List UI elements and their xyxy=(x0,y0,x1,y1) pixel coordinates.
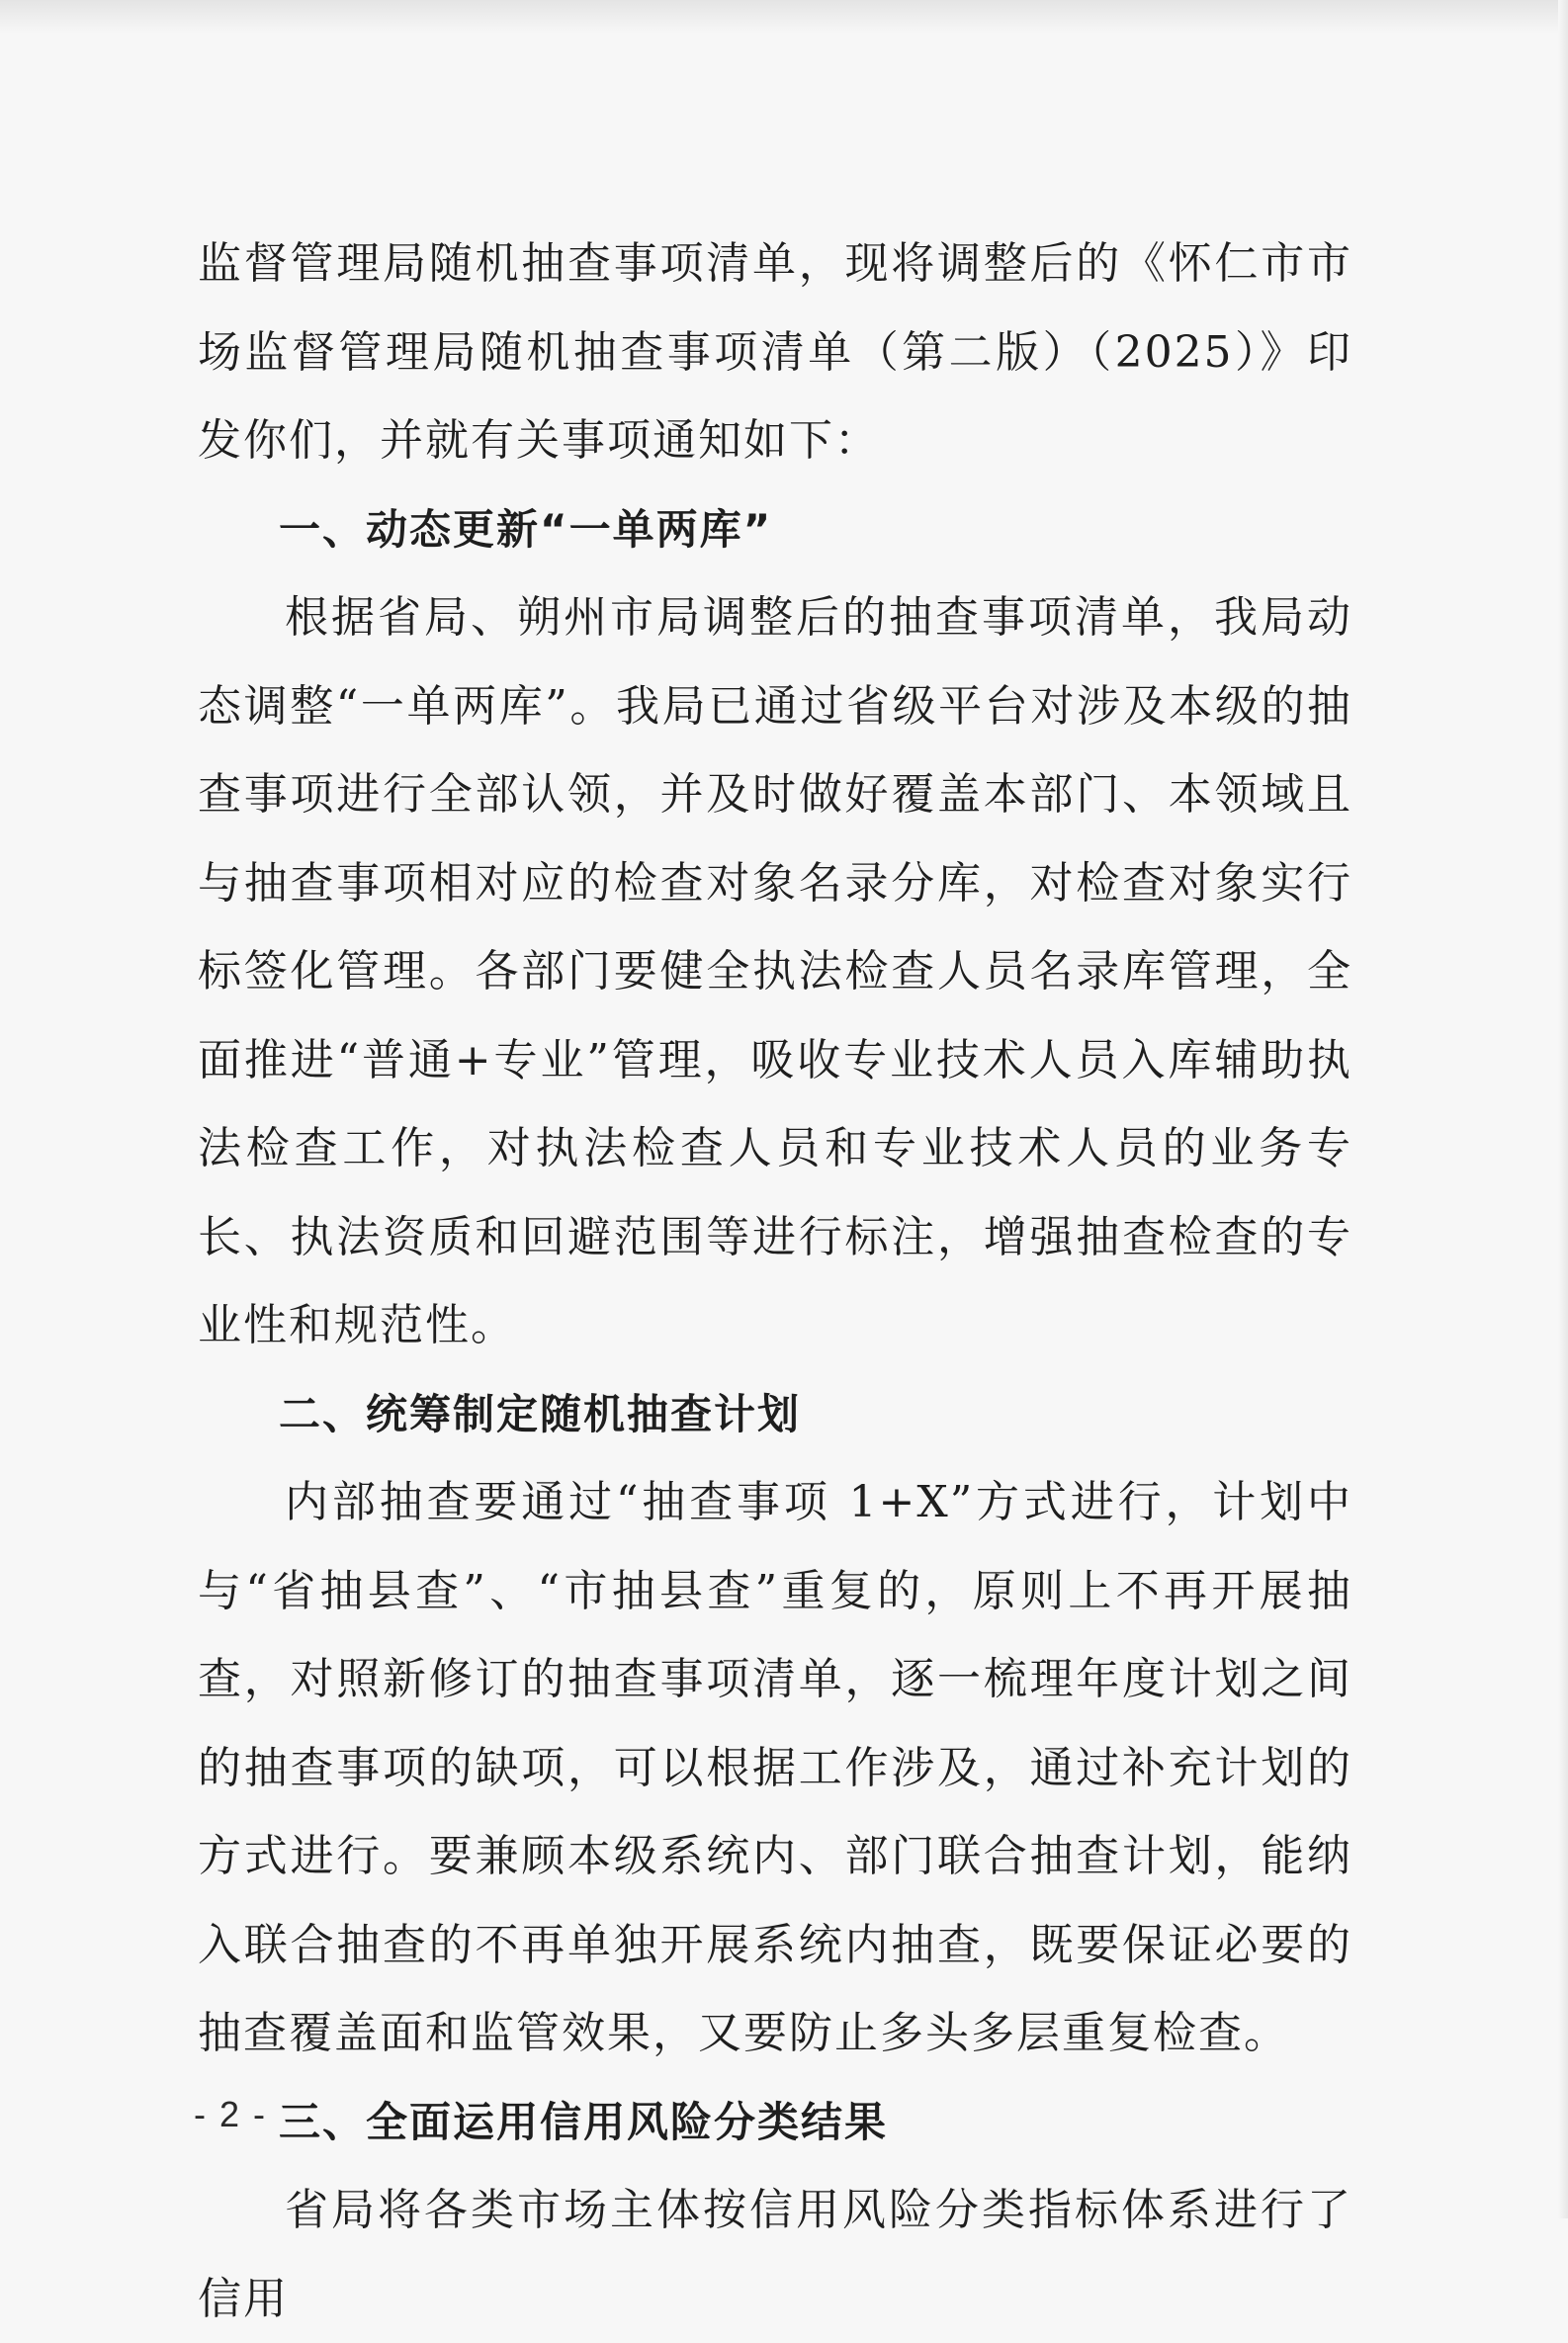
document-body xyxy=(198,219,1352,2343)
scan-right-edge xyxy=(1558,0,1568,2218)
section-3-paragraph: 省局将各类市场主体按信用风险分类指标体系进行了信用 xyxy=(198,2185,1352,2324)
scan-top-edge xyxy=(0,0,1568,34)
section-heading-3: 三、全面运用信用风险分类结果 xyxy=(279,2097,889,2146)
section-heading-2: 二、统筹制定随机抽查计划 xyxy=(279,1389,802,1438)
section-2-paragraph: 内部抽查要通过“抽查事项 1+X”方式进行，计划中与“省抽县查”、“市抽县查”重复的，原则上不再开展抽查，对照新修订的抽查事项清单，逐一梳理年度计划之间的抽查事项的缺项，可以根据工作涉及，通过补充计划的方式进行。要兼顾本级系统内、部门联合抽查计划，能纳入联合抽查的不再单独开展系统内抽查，既要保证必要的抽查覆盖面和监管效果，又要防止多头多层重复检查。 xyxy=(198,1477,1352,2058)
section-heading-1: 一、动态更新“一单两库” xyxy=(279,504,773,554)
intro-paragraph: 监督管理局随机抽查事项清单，现将调整后的《怀仁市市场监督管理局随机抽查事项清单（第二版）（2025）》印发你们，并就有关事项通知如下： xyxy=(198,238,1352,466)
section-1-paragraph: 根据省局、朔州市局调整后的抽查事项清单，我局动态调整“一单两库”。我局已通过省级平台对涉及本级的抽查事项进行全部认领，并及时做好覆盖本部门、本领域且与抽查事项相对应的检查对象名录分库，对检查对象实行标签化管理。各部门要健全执法检查人员名录库管理，全面推进“普通+专业”管理，吸收专业技术人员入库辅助执法检查工作，对执法检查人员和专业技术人员的业务专长、执法资质和回避范围等进行标注，增强抽查检查的专业性和规范性。 xyxy=(198,592,1352,1350)
page-number: - 2 - xyxy=(194,2094,268,2134)
